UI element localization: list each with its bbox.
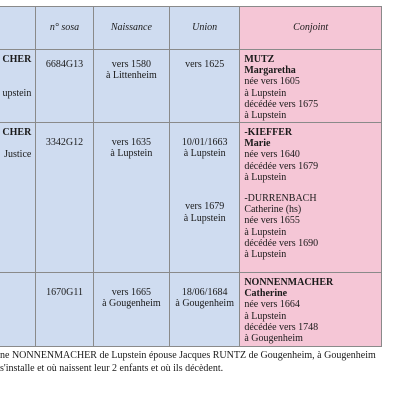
sosa-cell: 1670G11 xyxy=(36,273,93,347)
naissance-cell: vers 1665 à Gougenheim xyxy=(93,273,169,347)
header-sosa: n° sosa xyxy=(36,7,93,50)
header-conjoint: Conjoint xyxy=(240,7,382,50)
conjoint-cell: -KIEFFER Marie née vers 1640 décédée vers 1679 à Lupstein -DURRENBACH Catherine (hs) née vers 1655 à Lupstein décédée vers 1690 à Lupstein xyxy=(240,123,382,273)
header-row xyxy=(0,7,382,50)
conjoint-cell: MUTZ Margaretha née vers 1605 à Lupstein décédée vers 1675 à Lupstein xyxy=(240,50,382,123)
person-cell: CHER Justice xyxy=(0,123,36,273)
header-naissance: Naissance xyxy=(93,7,169,50)
conjoint-cell: NONNENMACHER Catherine née vers 1664 à Lupstein décédée vers 1748 à Gougenheim xyxy=(240,273,382,347)
genealogy-table xyxy=(0,6,382,347)
header-union: Union xyxy=(170,7,240,50)
union-cell: 18/06/1684 à Gougenheim xyxy=(170,273,240,347)
header-person xyxy=(0,7,36,50)
naissance-cell: vers 1580 à Littenheim xyxy=(93,50,169,123)
sosa-cell: 6684G13 xyxy=(36,50,93,123)
note-paragraph: ne NONNENMACHER de Lupstein épouse Jacques RUNTZ de Gougenheim, à Gougenheim s'installe et où naissent leur 2 enfants et où ils décèdent. xyxy=(0,350,376,374)
person-cell xyxy=(0,273,36,347)
naissance-cell: vers 1635 à Lupstein xyxy=(93,123,169,273)
union-cell: vers 1625 xyxy=(170,50,240,123)
table-row xyxy=(0,50,382,123)
table-row xyxy=(0,273,382,347)
table-row xyxy=(0,123,382,273)
person-cell: CHER upstein xyxy=(0,50,36,123)
union-cell: 10/01/1663 à Lupstein vers 1679 à Lupstein xyxy=(170,123,240,273)
sosa-cell: 3342G12 xyxy=(36,123,93,273)
